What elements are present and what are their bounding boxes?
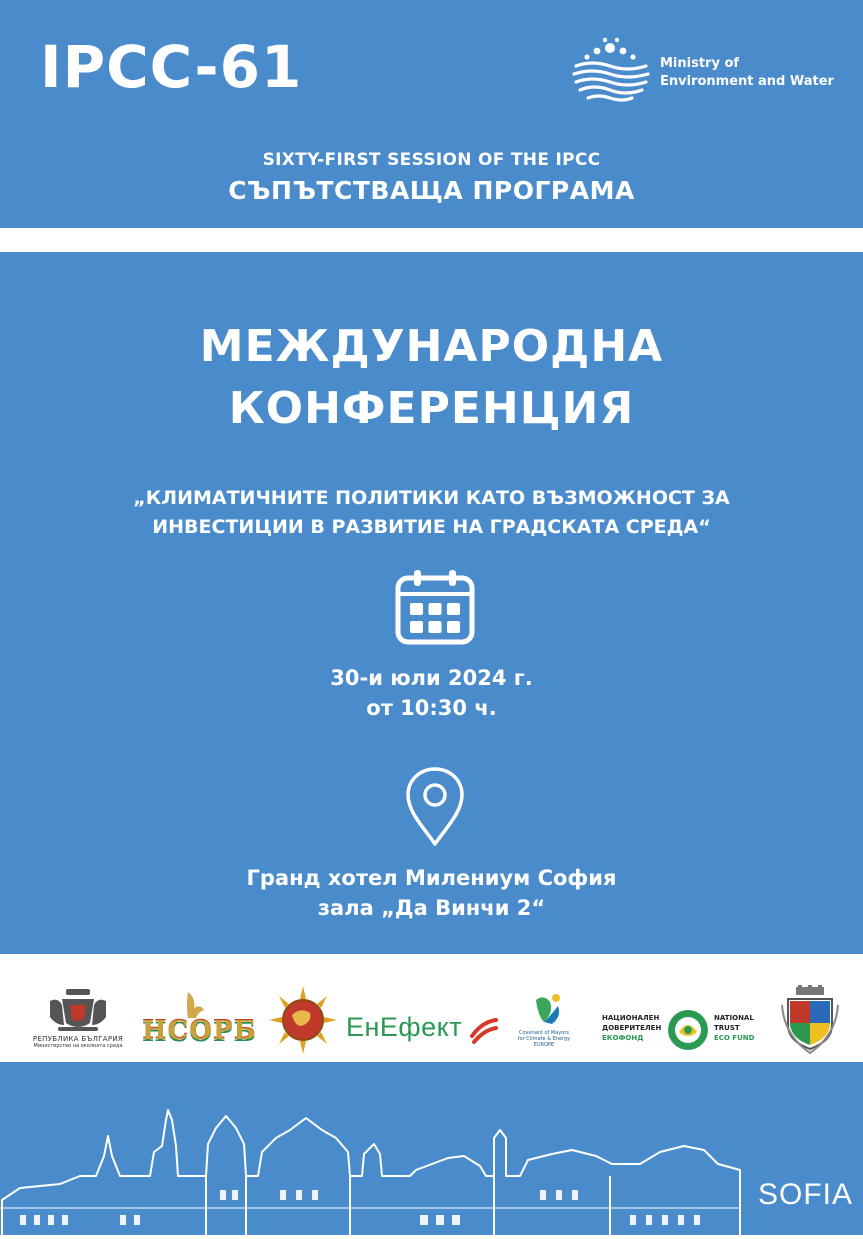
- covenant-caption-2: for Climate & Energy: [517, 1036, 571, 1042]
- event-code-title: IPCC-61: [40, 33, 303, 101]
- covenant-caption-1: Covenant of Mayors: [518, 1030, 569, 1036]
- venue-line: Гранд хотел Милениум София: [246, 866, 617, 890]
- subtitle-line-2: ИНВЕСТИЦИИ В РАЗВИТИЕ НА ГРАДСКАТА СРЕДА“: [152, 516, 711, 538]
- eneffect-wordmark: ЕнЕфект: [346, 1012, 463, 1042]
- sofia-municipality-crest-logo: [780, 985, 840, 1055]
- ecofund-bg-3: ЕКОФОНД: [602, 1034, 644, 1042]
- ministry-line-1: Ministry of: [660, 56, 740, 71]
- eneffect-logo: [346, 1010, 498, 1046]
- sun-globe-logo: [268, 985, 338, 1055]
- conference-subtitle: [40, 484, 823, 542]
- bulgaria-coat-of-arms-logo: [28, 985, 128, 1055]
- program-title: СЪПЪТСТВАЩА ПРОГРАМА: [228, 176, 635, 205]
- sofia-wordmark: SOFIA: [758, 1178, 854, 1211]
- ecofund-en-1: NATIONAL: [714, 1014, 754, 1022]
- ministry-line-2: Environment and Water: [660, 74, 834, 89]
- ministry-logo-icon: [570, 36, 652, 106]
- bulgaria-caption-2: Министерство на околната среда: [33, 1043, 123, 1049]
- conference-title-line-1: МЕЖДУНАРОДНА: [199, 321, 664, 372]
- nsorb-wordmark: НСОРБ: [142, 1016, 257, 1046]
- skyline-icon: [0, 1080, 760, 1235]
- conference-title: [0, 316, 863, 440]
- bulgaria-caption-1: РЕПУБЛИКА БЪЛГАРИЯ: [32, 1035, 124, 1043]
- national-trust-ecofund-logo: [602, 1005, 770, 1055]
- conference-title-line-2: КОНФЕРЕНЦИЯ: [228, 383, 635, 434]
- calendar-icon: [394, 568, 476, 646]
- event-date: [0, 663, 863, 723]
- covenant-caption-3: EUROPE: [533, 1042, 555, 1048]
- session-title: SIXTY-FIRST SESSION OF THE IPCC: [262, 150, 601, 170]
- ecofund-bg-1: НАЦИОНАЛЕН: [602, 1014, 660, 1022]
- location-pin-icon: [404, 766, 466, 848]
- ecofund-en-3: ECO FUND: [714, 1034, 755, 1042]
- date-line: 30-и юли 2024 г.: [330, 666, 533, 690]
- hall-line: зала „Да Винчи 2“: [317, 896, 546, 920]
- ministry-name: [660, 55, 834, 91]
- subtitle-line-1: „КЛИМАТИЧНИТЕ ПОЛИТИКИ КАТО ВЪЗМОЖНОСТ ЗА: [133, 487, 730, 509]
- time-line: от 10:30 ч.: [366, 696, 497, 720]
- event-venue: [0, 863, 863, 923]
- nsorb-logo: [142, 990, 257, 1050]
- ecofund-en-2: TRUST: [714, 1024, 740, 1032]
- covenant-of-mayors-logo: [512, 992, 576, 1062]
- ecofund-bg-2: ДОВЕРИТЕЛЕН: [602, 1024, 662, 1032]
